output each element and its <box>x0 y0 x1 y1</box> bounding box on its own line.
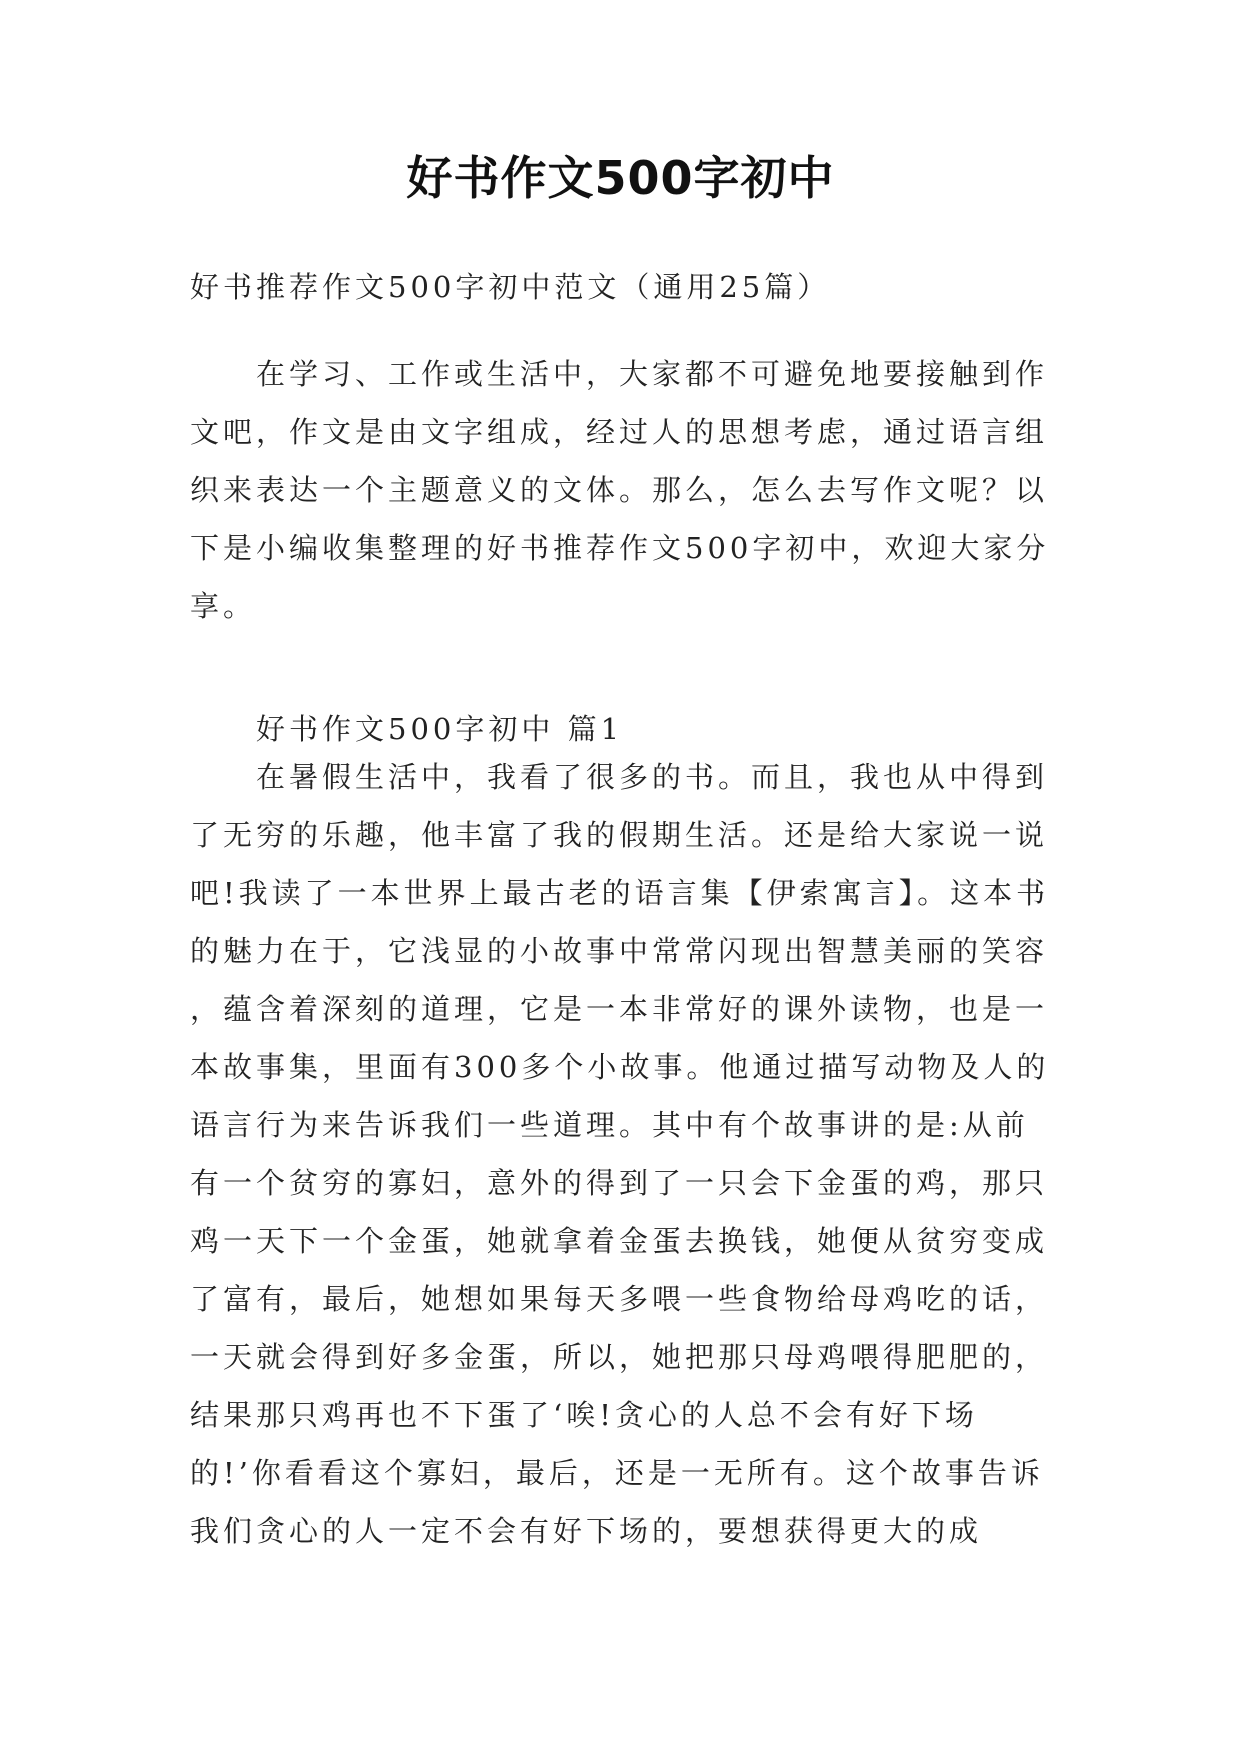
section-body-paragraph: 在暑假生活中，我看了很多的书。而且，我也从中得到了无穷的乐趣，他丰富了我的假期生活。还是给大家说一说吧!我读了一本世界上最古老的语言集【伊索寓言】。这本书的魅力在于，它浅显的小故事中常常闪现出智慧美丽的笑容 ，蕴含着深刻的道理，它是一本非常好的课外读物，也是一本故事集，里面有300多个小故事。他通过描写动物及人的语言行为来告诉我们一些道理。其中有个故事讲的是:从前有一个贫穷的寡妇，意外的得到了一只会下金蛋的鸡，那只鸡一天下一个金蛋，她就拿着金蛋去换钱，她便从贫穷变成了富有，最后，她想如果每天多喂一些食物给母鸡吃的话，一天就会得到好多金蛋，所以，她把那只母鸡喂得肥肥的，结果那只鸡再也不下蛋了‘唉!贪心的人总不会有好下场的!’你看看这个寡妇，最后，还是一无所有。这个故事告诉我们贪心的人一定不会有好下场的，要想获得更大的成 <box>190 760 1050 1548</box>
intro-paragraph: 在学习、工作或生活中，大家都不可避免地要接触到作文吧，作文是由文字组成，经过人的思想考虑，通过语言组织来表达一个主题意义的文体。那么，怎么去写作文呢？以下是小编收集整理的好书推荐作文500字初中，欢迎大家分享。 <box>190 357 1050 623</box>
document-subtitle: 好书推荐作文500字初中范文（通用25篇） <box>190 270 831 304</box>
section-heading: 好书作文500字初中 篇1 <box>256 712 624 746</box>
page-title: 好书作文500字初中 <box>406 151 835 205</box>
